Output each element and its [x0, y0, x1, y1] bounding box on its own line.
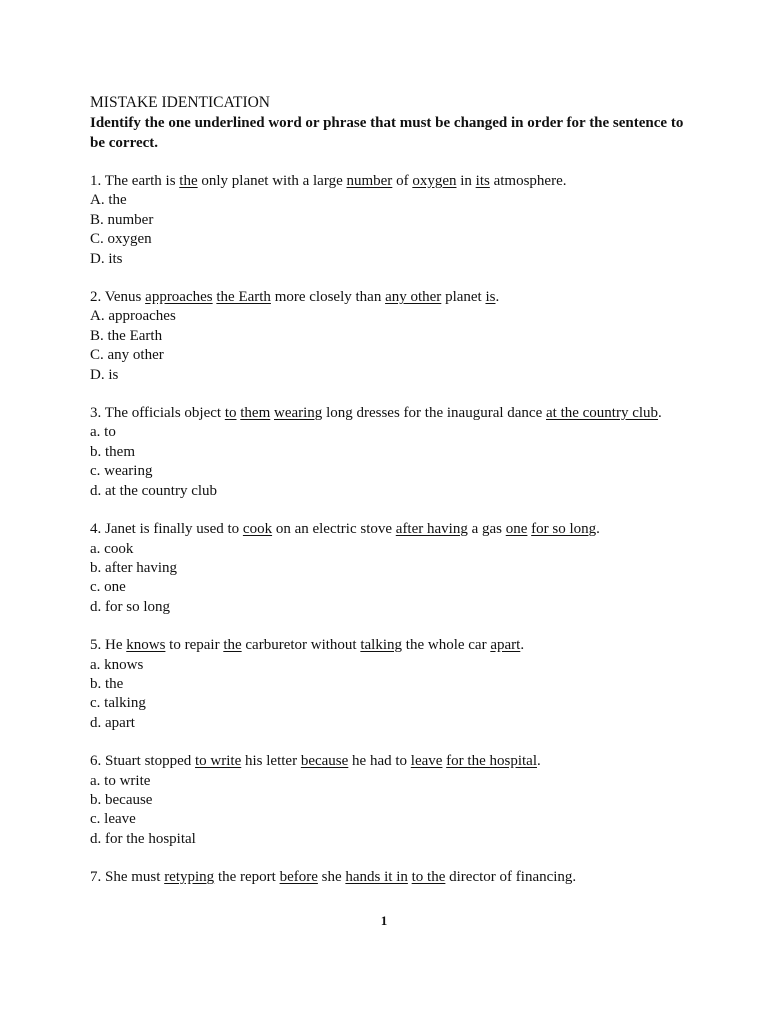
answer-option: d. at the country club — [90, 482, 218, 499]
answer-option: C. oxygen — [90, 231, 152, 248]
answer-option: b. after having — [90, 559, 178, 576]
answer-option: a. to write — [90, 772, 151, 789]
question-stem — [90, 636, 690, 655]
underlined-phrase: approaches — [145, 289, 213, 306]
stem-text: long dresses for the inaugural dance — [322, 405, 546, 422]
stem-text: . — [537, 753, 541, 770]
question-1 — [90, 172, 690, 269]
stem-text: . — [658, 405, 662, 422]
stem-text: 3. The officials object — [90, 405, 225, 422]
underlined-phrase: is — [485, 289, 496, 306]
answer-option: D. its — [90, 250, 123, 267]
stem-text: 1. The earth is — [90, 173, 180, 189]
stem-text: more closely than — [270, 289, 386, 306]
answer-option: d. for the hospital — [90, 830, 196, 847]
answer-option: A. approaches — [90, 308, 176, 325]
answer-option: c. talking — [90, 695, 146, 712]
document-page — [90, 93, 690, 907]
underlined-phrase: them — [240, 405, 271, 422]
question-4 — [90, 520, 690, 617]
underlined-phrase: for so long — [531, 521, 597, 538]
stem-text: his letter — [241, 753, 301, 770]
underlined-phrase: because — [300, 753, 349, 770]
answer-option: B. number — [90, 211, 154, 228]
underlined-phrase: wearing — [274, 405, 323, 422]
answer-option: a. to — [90, 424, 116, 441]
underlined-phrase: to — [224, 405, 237, 422]
question-7 — [90, 868, 690, 887]
answer-option: A. the — [90, 192, 127, 209]
answer-option: b. because — [90, 791, 153, 808]
underlined-phrase: number — [346, 173, 393, 189]
stem-text: the whole car — [402, 637, 491, 654]
underlined-phrase: one — [505, 521, 528, 538]
underlined-phrase: any other — [385, 289, 442, 306]
stem-text: director of financing. — [445, 869, 577, 886]
answer-option: B. the Earth — [90, 327, 163, 344]
stem-text: in — [456, 173, 476, 189]
question-list — [90, 172, 690, 888]
answer-option: b. the — [90, 675, 124, 692]
stem-text: 4. Janet is finally used to — [90, 521, 243, 538]
stem-text: of — [392, 173, 413, 189]
underlined-phrase: leave — [410, 753, 443, 770]
question-stem — [90, 172, 690, 191]
answer-option: c. leave — [90, 811, 136, 828]
stem-text: 2. Venus — [90, 289, 146, 306]
question-2 — [90, 288, 690, 385]
stem-text: planet — [441, 289, 486, 306]
underlined-phrase: talking — [360, 637, 403, 654]
page-number: 1 — [380, 913, 388, 928]
stem-text: the report — [214, 869, 280, 886]
stem-text: she — [317, 869, 346, 886]
underlined-phrase: after having — [395, 521, 468, 538]
question-3 — [90, 404, 690, 501]
underlined-phrase: to write — [195, 753, 242, 770]
underlined-phrase: cook — [242, 521, 273, 538]
underlined-phrase: retyping — [164, 869, 215, 886]
underlined-phrase: the — [223, 637, 242, 654]
underlined-phrase: its — [475, 173, 490, 189]
answer-option: d. for so long — [90, 598, 170, 615]
page-title: MISTAKE IDENTICATION — [90, 94, 270, 111]
answer-option: a. knows — [90, 656, 144, 673]
stem-text: carburetor without — [241, 637, 361, 654]
underlined-phrase: to the — [411, 869, 446, 886]
answer-option: C. any other — [90, 347, 164, 364]
question-6 — [90, 752, 690, 849]
stem-text: . — [596, 521, 600, 538]
answer-option: D. is — [90, 366, 119, 383]
answer-option: c. wearing — [90, 463, 153, 480]
stem-text: a gas — [467, 521, 506, 538]
stem-text: only planet with a large — [197, 173, 347, 189]
stem-text: 7. She must — [90, 869, 165, 886]
stem-text: . — [495, 289, 500, 306]
question-5 — [90, 636, 690, 733]
underlined-phrase: knows — [126, 637, 166, 654]
underlined-phrase: at the country club — [546, 405, 659, 422]
stem-text: to repair — [165, 637, 224, 654]
underlined-phrase: the — [179, 173, 198, 189]
stem-text: 5. He — [90, 637, 127, 654]
stem-text: . — [520, 637, 525, 654]
answer-option: d. apart — [90, 714, 135, 731]
stem-text: 6. Stuart stopped — [90, 753, 195, 770]
underlined-phrase: for the hospital — [446, 753, 537, 770]
underlined-phrase: apart — [490, 637, 521, 654]
stem-text: on an electric stove — [272, 521, 396, 538]
underlined-phrase: the Earth — [216, 289, 271, 306]
underlined-phrase: hands it in — [345, 869, 408, 886]
instruction-text: Identify the one underlined word or phrase that must be changed in order for the sentence to be correct. — [90, 115, 684, 151]
question-stem — [90, 752, 690, 771]
question-stem — [90, 404, 690, 423]
underlined-phrase: oxygen — [412, 173, 457, 189]
underlined-phrase: before — [279, 869, 318, 886]
stem-text: atmosphere. — [489, 173, 567, 189]
answer-option: b. them — [90, 443, 135, 460]
answer-option: a. cook — [90, 540, 134, 557]
question-stem — [90, 288, 690, 307]
stem-text: he had to — [348, 753, 411, 770]
question-stem — [90, 868, 690, 887]
answer-option: c. one — [90, 579, 126, 596]
question-stem — [90, 520, 690, 539]
